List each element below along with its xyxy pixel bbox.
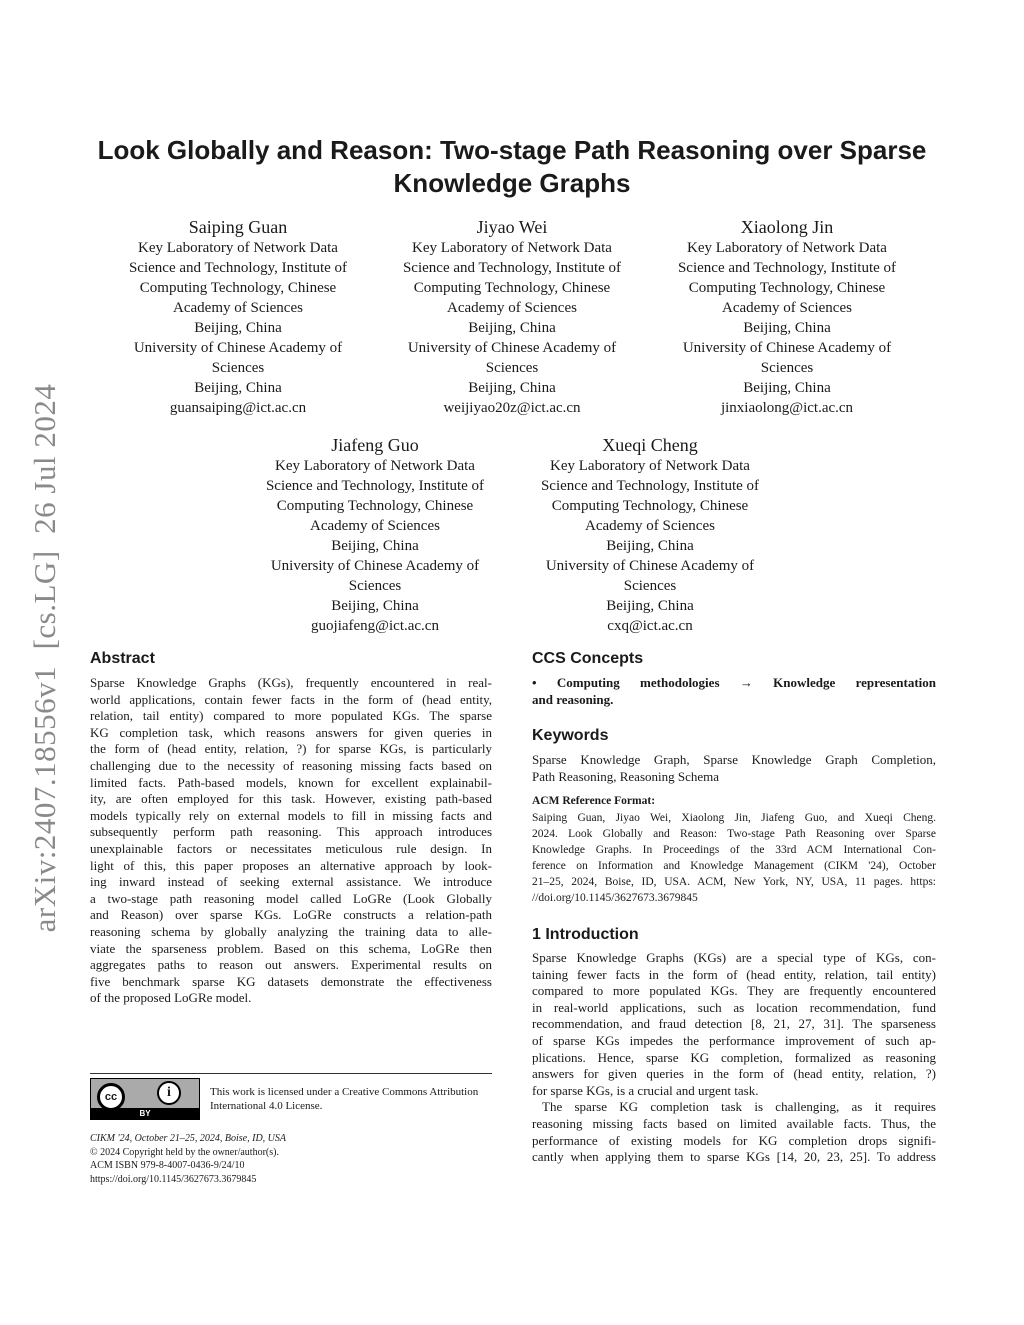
keyword-line: Sparse Knowledge Graph, Sparse Knowledge Graph Completion,: [532, 752, 936, 767]
author-email[interactable]: jinxiaolong@ict.ac.cn: [720, 400, 854, 416]
affiliation-line: Key Laboratory of Network Data: [275, 458, 475, 474]
text-line: ity, are often employed for this task. However, existing path-based: [90, 791, 492, 807]
affiliation-line: Beijing, China: [468, 320, 556, 336]
author-name: Xiaolong Jin: [740, 217, 834, 237]
divider: [90, 1073, 492, 1074]
text-line: ing inward instead of seeking external assistance. We introduce: [90, 874, 492, 890]
author-email[interactable]: weijiyao20z@ict.ac.cn: [443, 400, 581, 416]
affiliation-line: Beijing, China: [468, 380, 556, 396]
text-line: in real-world applications, such as location recommendation, fund: [532, 999, 936, 1015]
ccs-line: • Computing methodologies → Knowledge representation: [532, 675, 936, 690]
affiliation-line: Beijing, China: [606, 538, 694, 554]
affiliation-line: Science and Technology, Institute of: [128, 260, 348, 276]
affiliation-line: Science and Technology, Institute of: [265, 478, 485, 494]
affiliation-line: University of Chinese Academy of: [545, 558, 755, 574]
author-block: [657, 216, 917, 418]
affiliation-line: Sciences: [348, 578, 402, 594]
text-line: KG completion task, which reasons answers for given queries in: [90, 724, 492, 740]
author-name: Jiafeng Guo: [331, 435, 419, 455]
text-line: reasoning schema by globally analyzing the training data to alle-: [90, 923, 492, 939]
text-line: The sparse KG completion task is challenging, as it requires: [542, 1099, 936, 1115]
author-block: [382, 216, 642, 418]
text-line: for sparse KGs, is a crucial and urgent task.: [532, 1082, 759, 1098]
author-block: [108, 216, 368, 418]
text-line: light of this, this paper proposes an alternative approach by look-: [90, 857, 492, 873]
text-line: 2024. Look Globally and Reason: Two-stage Path Reasoning over Sparse: [532, 828, 936, 840]
affiliation-line: Beijing, China: [331, 598, 419, 614]
text-line: of the proposed LoGRe model.: [90, 990, 252, 1006]
cc-by-license-badge: [90, 1078, 200, 1120]
ccs-concepts: [532, 675, 936, 708]
abstract-heading: Abstract: [90, 650, 155, 667]
text-line: Sparse Knowledge Graphs (KGs), frequently encountered in real-: [90, 675, 492, 690]
affiliation-line: Academy of Sciences: [585, 518, 715, 534]
text-line: 21–25, 2024, Boise, ID, USA. ACM, New York, NY, USA, 11 pages. https:: [532, 876, 936, 888]
affiliation-line: Key Laboratory of Network Data: [687, 240, 887, 256]
affiliation-line: Science and Technology, Institute of: [402, 260, 622, 276]
arxiv-identifier: arXiv:2407.18556v1 [cs.LG] 26 Jul 2024: [27, 383, 62, 933]
affiliation-line: Sciences: [485, 360, 539, 376]
affiliation-line: University of Chinese Academy of: [133, 340, 343, 356]
isbn: ACM ISBN 979-8-4007-0436-9/24/10: [90, 1160, 245, 1171]
ccs-heading: CCS Concepts: [532, 650, 644, 667]
text-line: five benchmark sparse KG datasets demonstrate the effectiveness: [90, 973, 492, 989]
affiliation-line: Beijing, China: [606, 598, 694, 614]
license-text: [210, 1085, 478, 1113]
text-line: aggregates paths to reason out answers. Experimental results on: [90, 957, 492, 973]
text-line: ference on Information and Knowledge Management (CIKM '24), October: [532, 860, 936, 872]
affiliation-line: Beijing, China: [194, 320, 282, 336]
affiliation-line: Computing Technology, Chinese: [139, 280, 337, 296]
affiliation-line: University of Chinese Academy of: [270, 558, 480, 574]
introduction-body: [532, 950, 936, 1166]
text-line: challenging due to the necessity of reasoning missing facts based on: [90, 757, 492, 773]
affiliation-line: Academy of Sciences: [173, 300, 303, 316]
affiliation-line: Science and Technology, Institute of: [540, 478, 760, 494]
by-label: BY: [91, 1108, 199, 1119]
affiliation-line: Academy of Sciences: [722, 300, 852, 316]
affiliation-line: University of Chinese Academy of: [407, 340, 617, 356]
text-line: a two-stage path reasoning model called LoGRe (Look Globally: [90, 890, 492, 906]
acm-ref-heading: ACM Reference Format:: [532, 795, 656, 807]
text-line: performance of existing models for KG completion drops signifi-: [532, 1132, 936, 1148]
keywords-heading: Keywords: [532, 727, 609, 744]
copyright-footer: [90, 1132, 286, 1186]
paper-title: [0, 134, 1024, 200]
affiliation-line: University of Chinese Academy of: [682, 340, 892, 356]
text-line: of sparse KGs impedes the performance improvement of such ap-: [532, 1032, 936, 1048]
text-line: the form of (head entity, relation, ?) for sparse KGs, is particularly: [90, 741, 492, 757]
affiliation-line: Key Laboratory of Network Data: [412, 240, 612, 256]
affiliation-line: Key Laboratory of Network Data: [138, 240, 338, 256]
text-line: world applications, contain fewer facts in the form of (head entity,: [90, 691, 492, 707]
author-block: [245, 434, 505, 636]
text-line: answers for given queries in the form of (head entity, relation, ?): [532, 1066, 936, 1082]
text-line: recommendation, and fraud detection [8, 21, 27, 31]. The sparseness: [532, 1016, 936, 1032]
text-line: and Reason) over sparse KGs. LoGRe constructs a relation-path: [90, 907, 492, 923]
text-line: plications. Hence, sparse KG completion, formalized as reasoning: [532, 1049, 936, 1065]
affiliation-line: Computing Technology, Chinese: [276, 498, 474, 514]
affiliation-line: Computing Technology, Chinese: [688, 280, 886, 296]
affiliation-line: Sciences: [760, 360, 814, 376]
introduction-heading: 1 Introduction: [532, 926, 639, 943]
license-line: This work is licensed under a Creative Commons Attribution: [210, 1086, 479, 1098]
license-line: International 4.0 License.: [210, 1100, 323, 1112]
author-email[interactable]: cxq@ict.ac.cn: [607, 618, 693, 634]
affiliation-line: Sciences: [211, 360, 265, 376]
affiliation-line: Computing Technology, Chinese: [413, 280, 611, 296]
text-line: Sparse Knowledge Graphs (KGs) are a special type of KGs, con-: [532, 950, 936, 965]
affiliation-line: Beijing, China: [331, 538, 419, 554]
author-email[interactable]: guansaiping@ict.ac.cn: [169, 400, 307, 416]
affiliation-line: Beijing, China: [743, 380, 831, 396]
text-line: reasoning missing facts based on limited available facts. Thus, the: [532, 1115, 936, 1131]
author-name: Xueqi Cheng: [602, 435, 698, 455]
doi-link[interactable]: https://doi.org/10.1145/3627673.3679845: [90, 1173, 257, 1185]
text-line: compared to more populated KGs. They are frequently encountered: [532, 983, 936, 999]
affiliation-line: Science and Technology, Institute of: [677, 260, 897, 276]
author-email[interactable]: guojiafeng@ict.ac.cn: [311, 618, 439, 634]
text-line: unexplainable factors or necessitates meticulous rule design. In: [90, 840, 492, 856]
affiliation-line: Computing Technology, Chinese: [551, 498, 749, 514]
text-line: limited facts. Path-based models, known for excellent explainabil-: [90, 774, 492, 790]
cc-icon: cc: [97, 1083, 125, 1111]
text-line: relation, tail entity) compared to more populated KGs. The sparse: [90, 708, 492, 724]
affiliation-line: Key Laboratory of Network Data: [550, 458, 750, 474]
person-icon: i: [157, 1081, 181, 1105]
text-line: cantly when applying them to sparse KGs [14, 20, 23, 25]. To address: [532, 1149, 936, 1165]
title-line: Look Globally and Reason: Two-stage Path Reasoning over Sparse: [97, 135, 927, 165]
affiliation-line: Sciences: [623, 578, 677, 594]
text-line: Saiping Guan, Jiyao Wei, Xiaolong Jin, Jiafeng Guo, and Xueqi Cheng.: [532, 812, 936, 824]
author-block: [520, 434, 780, 636]
abstract-body: [90, 675, 492, 1007]
text-line: taining fewer facts in the form of (head entity, relation, tail entity): [532, 966, 936, 982]
text-line: subsequently perform path reasoning. This approach introduces: [90, 824, 492, 840]
title-line: Knowledge Graphs: [393, 168, 631, 198]
acm-reference: [532, 810, 936, 906]
affiliation-line: Beijing, China: [194, 380, 282, 396]
conference-info: CIKM '24, October 21–25, 2024, Boise, ID, USA: [90, 1133, 287, 1144]
text-line: //doi.org/10.1145/3627673.3679845: [532, 892, 698, 904]
affiliation-line: Beijing, China: [743, 320, 831, 336]
text-line: viate the sparseness problem. Based on this schema, LoGRe then: [90, 940, 492, 956]
keyword-line: Path Reasoning, Reasoning Schema: [532, 768, 720, 784]
affiliation-line: Academy of Sciences: [310, 518, 440, 534]
text-line: models typically rely on external models to fill in missing facts and: [90, 807, 492, 823]
keywords: [532, 752, 936, 785]
copyright: © 2024 Copyright held by the owner/author(s).: [90, 1146, 279, 1158]
affiliation-line: Academy of Sciences: [447, 300, 577, 316]
author-name: Saiping Guan: [188, 217, 288, 237]
author-name: Jiyao Wei: [476, 217, 548, 237]
text-line: Knowledge Graphs. In Proceedings of the 33rd ACM International Con-: [532, 844, 936, 856]
ccs-line: and reasoning.: [532, 691, 614, 707]
